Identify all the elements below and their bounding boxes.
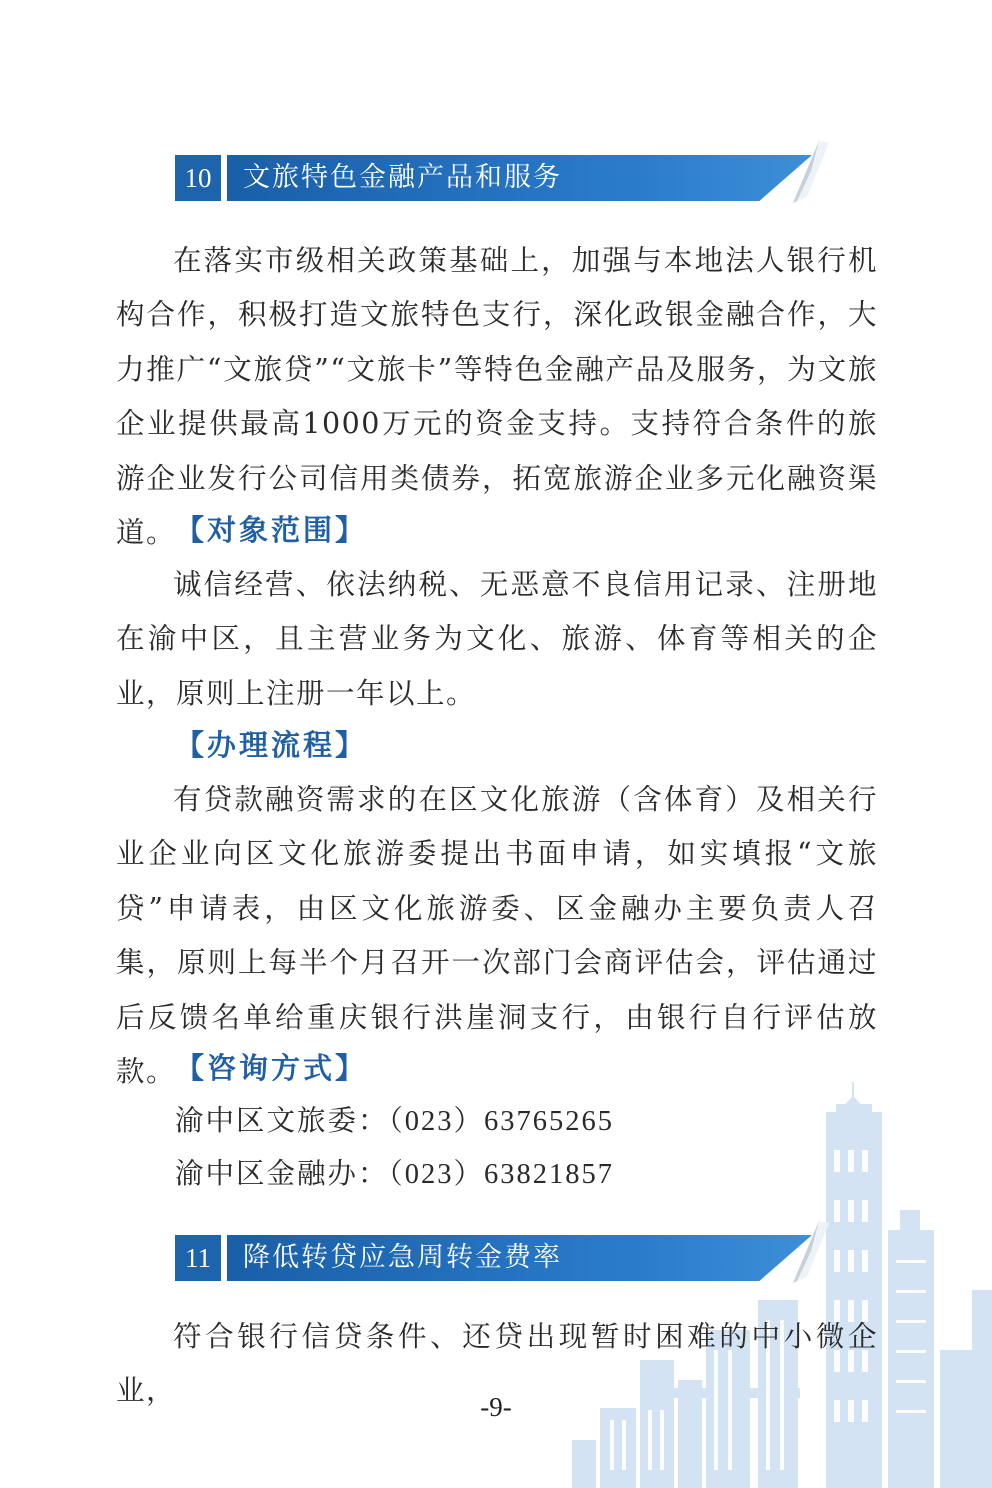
scope-text: 诚信经营、依法纳税、无恶意不良信用记录、注册地在渝中区，且主营业务为文化、旅游、体育等相关的企业，原则上注册一年以上。 <box>116 568 878 710</box>
page-curl-icon <box>785 1221 829 1285</box>
contact-label: 渝中区金融办： <box>175 1157 389 1190</box>
section-title: 文旅特色金融产品和服务 <box>243 162 562 193</box>
section-intro-text: 在落实市级相关政策基础上，加强与本地法人银行机构合作，积极打造文旅特色支行，深化政银金融合作，大力推广“文旅贷”“文旅卡”等特色金融产品及服务，为文旅企业提供最高1000万元的资金支持。支持符合条件的旅游企业发行公司信用类债券，拓宽旅游企业多元化融资渠道。 <box>116 244 878 550</box>
process-heading: 【办理流程】 <box>175 728 368 762</box>
section-number: 11 <box>175 1235 221 1281</box>
scope-heading: 【对象范围】 <box>175 513 368 547</box>
page-curl-icon <box>785 141 829 205</box>
section-title: 降低转贷应急周转金费率 <box>243 1242 562 1273</box>
section-header-11 <box>175 1235 825 1281</box>
section-intro-text: 符合银行信贷条件、还贷出现暂时困难的中小微企业， <box>116 1320 878 1408</box>
contact-phone: （023）63765265 <box>388 1106 615 1137</box>
section-header-10 <box>175 155 825 201</box>
section-number: 10 <box>175 155 221 201</box>
page-number: -9- <box>480 1392 512 1422</box>
contact-line <box>175 1098 614 1139</box>
contact-heading: 【咨询方式】 <box>175 1051 368 1085</box>
contact-label: 渝中区文旅委： <box>175 1104 389 1137</box>
contact-phone: （023）63821857 <box>388 1159 615 1190</box>
contact-line <box>175 1151 614 1192</box>
process-text: 有贷款融资需求的在区文化旅游（含体育）及相关行业企业向区文化旅游委提出书面申请，如实填报“文旅贷”申请表，由区文化旅游委、区金融办主要负责人召集，原则上每半个月召开一次部门会商评估会，评估通过后反馈名单给重庆银行洪崖洞支行，由银行自行评估放款。 <box>116 783 878 1089</box>
